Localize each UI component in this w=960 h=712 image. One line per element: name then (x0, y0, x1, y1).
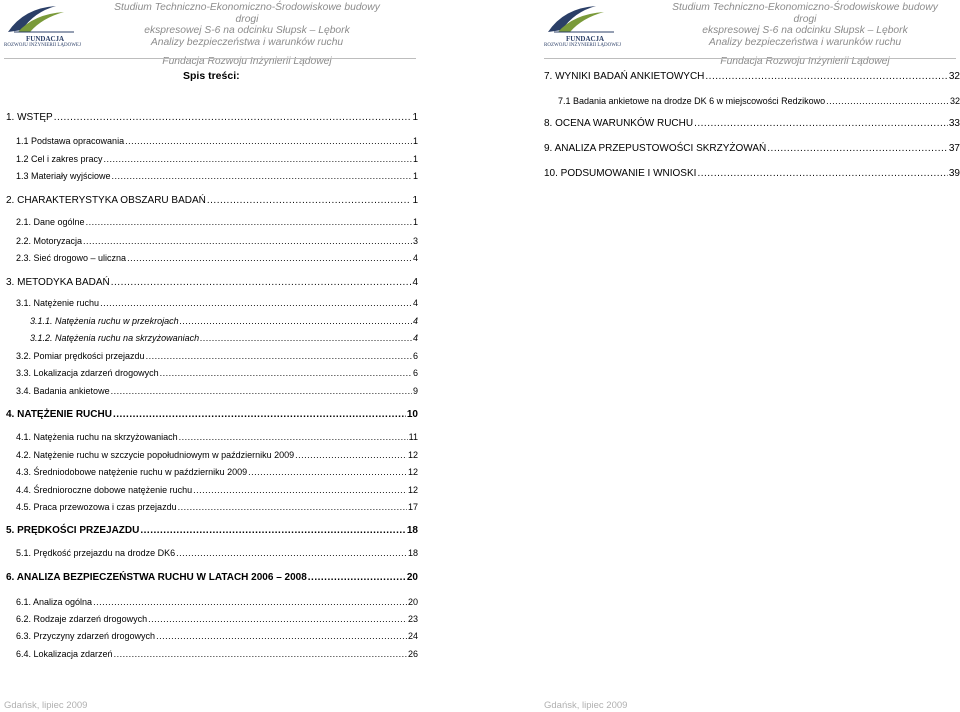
toc-leader-dots (111, 277, 412, 288)
toc-entry-page: 32 (949, 96, 960, 106)
logo-name: FUNDACJA (566, 35, 605, 43)
toc-entry[interactable] (16, 631, 418, 641)
toc-entry[interactable] (6, 525, 418, 536)
header-line1: Studium Techniczno-Ekonomiczno-Środowiskowe budowy drogi (114, 2, 380, 25)
toc-entry[interactable] (6, 112, 418, 123)
toc-leader-dots (156, 631, 407, 641)
toc-entry[interactable] (30, 333, 418, 343)
toc-leader-dots (112, 171, 412, 181)
page-footer: Gdańsk, lipiec 2009 (544, 700, 628, 711)
toc-entry[interactable] (16, 136, 418, 146)
toc-entry-title: 7.1 Badania ankietowe na drodze DK 6 w miejscowości Redzikowo (558, 96, 826, 106)
toc-entry-title: 1.1 Podstawa opracowania (16, 136, 125, 146)
logo-subname: ROZWOJU INŻYNIERII LĄDOWEJ (4, 43, 81, 48)
toc-entry-page: 26 (407, 649, 418, 659)
toc-entry-page: 18 (407, 548, 418, 558)
toc-leader-dots (125, 136, 412, 146)
toc-leader-dots (93, 597, 407, 607)
toc-entry-page: 3 (412, 236, 418, 246)
header-line1: Studium Techniczno-Ekonomiczno-Środowiskowe budowy drogi (672, 2, 938, 25)
logo-name: FUNDACJA (26, 35, 65, 43)
toc-entry-page: 4 (412, 333, 418, 343)
toc-entry-page: 1 (412, 154, 418, 164)
toc-entry-title: 4. NATĘŻENIE RUCHU (6, 409, 112, 420)
toc-entry[interactable] (16, 154, 418, 164)
toc-entry-page: 1 (412, 217, 418, 227)
toc-entry[interactable] (16, 614, 418, 624)
toc-entry-page: 10 (406, 409, 418, 420)
toc-entry-title: 1.2 Cel i zakres pracy (16, 154, 103, 164)
toc-leader-dots (127, 253, 412, 263)
header-foundation: Fundacja Rozwoju Inżynierii Lądowej (162, 56, 332, 67)
toc-entry-title: 4.1. Natężenia ruchu na skrzyżowaniach (16, 432, 178, 442)
toc-leader-dots (705, 71, 947, 82)
toc-leader-dots (111, 386, 412, 396)
toc-leader-dots (140, 525, 406, 536)
toc-entry[interactable] (16, 548, 418, 558)
toc-entry[interactable] (16, 432, 418, 442)
toc-entry-title: 3.1.2. Natężenia ruchu na skrzyżowaniach (30, 333, 200, 343)
toc-entry[interactable] (16, 485, 418, 495)
toc-leader-dots (826, 96, 949, 106)
toc-entry-page: 4 (412, 316, 418, 326)
toc-entry[interactable] (6, 277, 418, 288)
header-line3: Analizy bezpieczeństwa i warunków ruchu (150, 36, 344, 48)
toc-entry[interactable] (6, 195, 418, 206)
toc-entry-page: 1 (412, 195, 418, 206)
toc-leader-dots (694, 118, 948, 129)
toc-entry[interactable] (16, 298, 418, 308)
header-divider (544, 58, 956, 59)
toc-leader-dots (148, 614, 407, 624)
toc-leader-dots (308, 572, 406, 583)
toc-entry-title: 8. OCENA WARUNKÓW RUCHU (544, 118, 694, 129)
toc-leader-dots (114, 649, 407, 659)
toc-entry[interactable] (544, 71, 960, 82)
toc-entry-title: 6.4. Lokalizacja zdarzeń (16, 649, 113, 659)
toc-leader-dots (86, 217, 412, 227)
toc-leader-dots (100, 298, 412, 308)
toc-leader-dots (54, 112, 412, 123)
toc-entry-title: 10. PODSUMOWANIE I WNIOSKI (544, 168, 697, 179)
toc-entry[interactable] (544, 143, 960, 154)
right-page (540, 0, 960, 712)
toc-entry-title: 3.3. Lokalizacja zdarzeń drogowych (16, 368, 159, 378)
toc-entry-title: 3.2. Pomiar prędkości przejazdu (16, 351, 145, 361)
toc-entry-title: 5.1. Prędkość przejazdu na drodze DK6 (16, 548, 176, 558)
toc-entry[interactable] (16, 450, 418, 460)
toc-entry[interactable] (16, 217, 418, 227)
toc-entry[interactable] (16, 236, 418, 246)
toc-leader-dots (767, 143, 948, 154)
toc-leader-dots (193, 485, 407, 495)
toc-entry[interactable] (16, 649, 418, 659)
page-footer: Gdańsk, lipiec 2009 (4, 700, 88, 711)
toc-entry-page: 37 (948, 143, 960, 154)
toc-entry-title: 4.3. Średniodobowe natężenie ruchu w październiku 2009 (16, 467, 248, 477)
toc-leader-dots (178, 502, 407, 512)
toc-entry[interactable] (16, 368, 418, 378)
header-line3: Analizy bezpieczeństwa i warunków ruchu (708, 36, 902, 48)
toc-entry[interactable] (544, 118, 960, 129)
toc-entry[interactable] (16, 171, 418, 181)
toc-entry-page: 1 (412, 112, 418, 123)
toc-entry-title: 7. WYNIKI BADAŃ ANKIETOWYCH (544, 71, 705, 82)
toc-entry[interactable] (16, 597, 418, 607)
header-line2: ekspresowej S-6 na odcinku Słupsk – Lębork (702, 25, 908, 36)
toc-leader-dots (160, 368, 412, 378)
toc-entry-title: 3.1. Natężenie ruchu (16, 298, 100, 308)
toc-entry-title: 2.2. Motoryzacja (16, 236, 83, 246)
toc-entry-title: 4.4. Średnioroczne dobowe natężenie ruchu (16, 485, 193, 495)
toc-entry[interactable] (6, 572, 418, 583)
toc-entry-title: 2.1. Dane ogólne (16, 217, 85, 227)
toc-entry-title: 3. METODYKA BADAŃ (6, 277, 110, 288)
toc-entry-page: 1 (412, 136, 418, 146)
toc-entry-page: 12 (407, 485, 418, 495)
toc-entry[interactable] (30, 316, 418, 326)
toc-entry-page: 12 (407, 467, 418, 477)
header-line2: ekspresowej S-6 na odcinku Słupsk – Lębork (144, 25, 350, 36)
toc-entry-page: 1 (412, 171, 418, 181)
toc-entry[interactable] (16, 351, 418, 361)
toc-entry-page: 11 (408, 432, 418, 442)
toc-leader-dots (176, 548, 407, 558)
toc-entry-page: 4 (412, 277, 418, 288)
toc-title: Spis treści: (183, 70, 240, 82)
toc-entry-page: 18 (406, 525, 418, 536)
toc-entry[interactable] (16, 253, 418, 263)
toc-leader-dots (697, 168, 947, 179)
toc-leader-dots (180, 316, 412, 326)
toc-leader-dots (200, 333, 412, 343)
toc-entry-title: 3.1.1. Natężenia ruchu w przekrojach (30, 316, 179, 326)
header-foundation: Fundacja Rozwoju Inżynierii Lądowej (720, 56, 890, 67)
toc-entry[interactable] (16, 386, 418, 396)
toc-entry-title: 5. PRĘDKOŚCI PRZEJAZDU (6, 525, 140, 536)
toc-leader-dots (295, 450, 407, 460)
toc-leader-dots (104, 154, 412, 164)
toc-entry[interactable] (558, 96, 960, 106)
toc-leader-dots (179, 432, 408, 442)
toc-entry-page: 4 (412, 253, 418, 263)
toc-leader-dots (113, 409, 406, 420)
toc-leader-dots (83, 236, 412, 246)
toc-entry-title: 4.2. Natężenie ruchu w szczycie popołudniowym w październiku 2009 (16, 450, 295, 460)
toc-entry[interactable] (6, 409, 418, 420)
toc-entry-title: 9. ANALIZA PRZEPUSTOWOŚCI SKRZYŻOWAŃ (544, 143, 767, 154)
toc-entry-page: 24 (407, 631, 418, 641)
toc-entry-page: 6 (412, 368, 418, 378)
toc-entry-page: 32 (948, 71, 960, 82)
toc-entry-page: 20 (406, 572, 418, 583)
toc-entry-page: 17 (407, 502, 418, 512)
toc-entry-title: 1. WSTĘP (6, 112, 53, 123)
toc-entry-title: 6.3. Przyczyny zdarzeń drogowych (16, 631, 156, 641)
toc-entry-title: 4.5. Praca przewozowa i czas przejazdu (16, 502, 177, 512)
toc-entry-title: 6.2. Rodzaje zdarzeń drogowych (16, 614, 148, 624)
toc-entry-page: 33 (948, 118, 960, 129)
logo-subname: ROZWOJU INŻYNIERII LĄDOWEJ (544, 43, 621, 48)
toc-entry-page: 39 (948, 168, 960, 179)
toc-entry-page: 4 (412, 298, 418, 308)
toc-entry-title: 3.4. Badania ankietowe (16, 386, 110, 396)
header-divider (4, 58, 416, 59)
toc-leader-dots (146, 351, 412, 361)
toc-leader-dots (248, 467, 407, 477)
toc-entry-page: 9 (412, 386, 418, 396)
toc-entry-title: 2.3. Sieć drogowo – uliczna (16, 253, 127, 263)
toc-entry-title: 6.1. Analiza ogólna (16, 597, 93, 607)
foundation-logo (544, 2, 628, 50)
toc-entry-page: 12 (407, 450, 418, 460)
toc-entry-page: 23 (407, 614, 418, 624)
toc-entry-title: 2. CHARAKTERYSTYKA OBSZARU BADAŃ (6, 195, 206, 206)
toc-entry-page: 20 (407, 597, 418, 607)
toc-entry[interactable] (16, 502, 418, 512)
toc-entry-title: 1.3 Materiały wyjściowe (16, 171, 111, 181)
toc-entry[interactable] (16, 467, 418, 477)
toc-entry-title: 6. ANALIZA BEZPIECZEŃSTWA RUCHU W LATACH 2006 – 2008 (6, 572, 307, 583)
foundation-logo (4, 2, 88, 50)
toc-entry-page: 6 (412, 351, 418, 361)
toc-leader-dots (207, 195, 412, 206)
toc-entry[interactable] (544, 168, 960, 179)
